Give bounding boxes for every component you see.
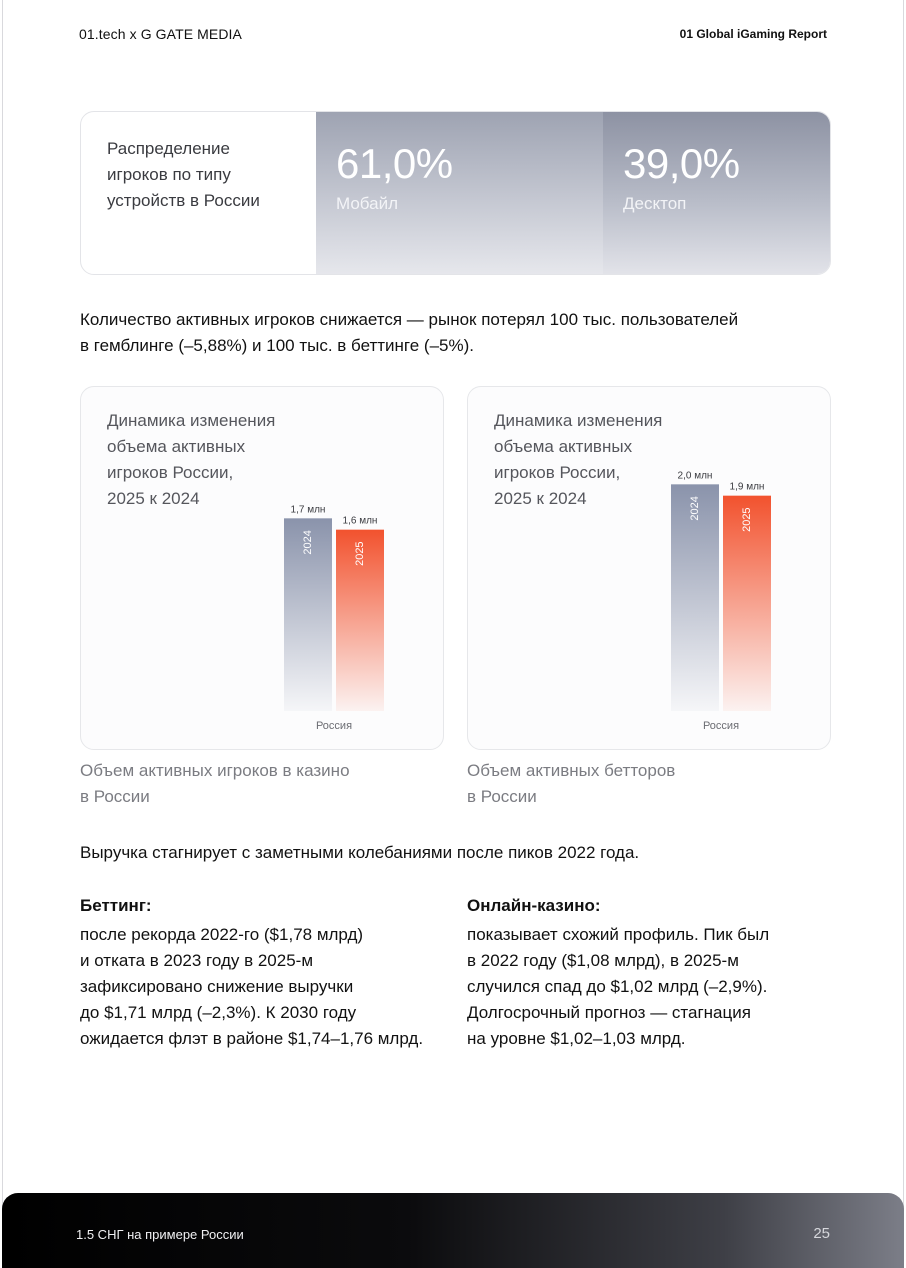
page-number: 25 bbox=[813, 1225, 830, 1242]
bar-value-label: 1,6 млн bbox=[342, 515, 378, 527]
report-page bbox=[2, 0, 904, 1268]
desktop-share-value: 39,0% bbox=[623, 140, 740, 187]
device-split-card bbox=[80, 111, 831, 275]
bar-year-label: 2024 bbox=[301, 530, 314, 555]
bettors-chart-caption: Объем активных бетторов в России bbox=[467, 761, 676, 806]
bar-chart bbox=[81, 387, 445, 751]
intro-paragraph: Количество активных игроков снижается — рынок потерял 100 тыс. пользователей в гемблинге (–5,88%) и 100 тыс. в беттинге (–5%). bbox=[80, 310, 739, 355]
casino-heading: Онлайн-казино: bbox=[467, 896, 601, 915]
bar-year-label: 2025 bbox=[353, 541, 366, 566]
chart-title: Динамика изменения объема активных игроков России, 2025 к 2024 bbox=[494, 411, 663, 508]
chart-title: Динамика изменения объема активных игроков России, 2025 к 2024 bbox=[107, 411, 276, 508]
bar-chart bbox=[468, 387, 832, 751]
casino-players-chart-card bbox=[80, 386, 444, 750]
category-label: Россия bbox=[315, 720, 353, 732]
device-split-label: Распределение игроков по типу устройств в России bbox=[107, 139, 260, 210]
footer-section-title: 1.5 СНГ на примере России bbox=[76, 1227, 244, 1242]
bar-year-label: 2025 bbox=[740, 507, 753, 532]
mobile-share-label: Мобайл bbox=[336, 194, 399, 213]
bar-value-label: 1,9 млн bbox=[729, 481, 765, 493]
casino-chart-caption: Объем активных игроков в казино в России bbox=[80, 761, 350, 806]
page-footer bbox=[2, 1193, 904, 1268]
header-brand: 01.tech x G GATE MEDIA bbox=[79, 26, 242, 42]
header-report-title: 01 Global iGaming Report bbox=[679, 27, 827, 41]
betting-text: после рекорда 2022-го ($1,78 млрд) и отката в 2023 году в 2025-м зафиксировано снижение выручки до $1,71 млрд (–2,3%). К 2030 году ожидается флэт в районе $1,74–1,76 млрд. bbox=[80, 925, 424, 1048]
bar-value-label: 1,7 млн bbox=[290, 504, 326, 516]
bettors-chart-card bbox=[467, 386, 831, 750]
desktop-share-panel bbox=[603, 112, 831, 274]
desktop-share-label: Десктоп bbox=[623, 194, 687, 213]
bar-year-label: 2024 bbox=[688, 496, 701, 521]
revenue-statement: Выручка стагнирует с заметными колебаниями после пиков 2022 года. bbox=[80, 843, 640, 862]
mobile-share-value: 61,0% bbox=[336, 140, 453, 187]
mobile-share-panel bbox=[316, 112, 603, 274]
betting-heading: Беттинг: bbox=[80, 896, 152, 915]
category-label: Россия bbox=[702, 720, 740, 732]
casino-text: показывает схожий профиль. Пик был в 2022 году ($1,08 млрд), в 2025-м случился спад до $1,02 млрд (–2,9%). Долгосрочный прогноз — стагнация на уровне $1,02–1,03 млрд. bbox=[467, 925, 770, 1048]
bar-value-label: 2,0 млн bbox=[677, 470, 713, 482]
